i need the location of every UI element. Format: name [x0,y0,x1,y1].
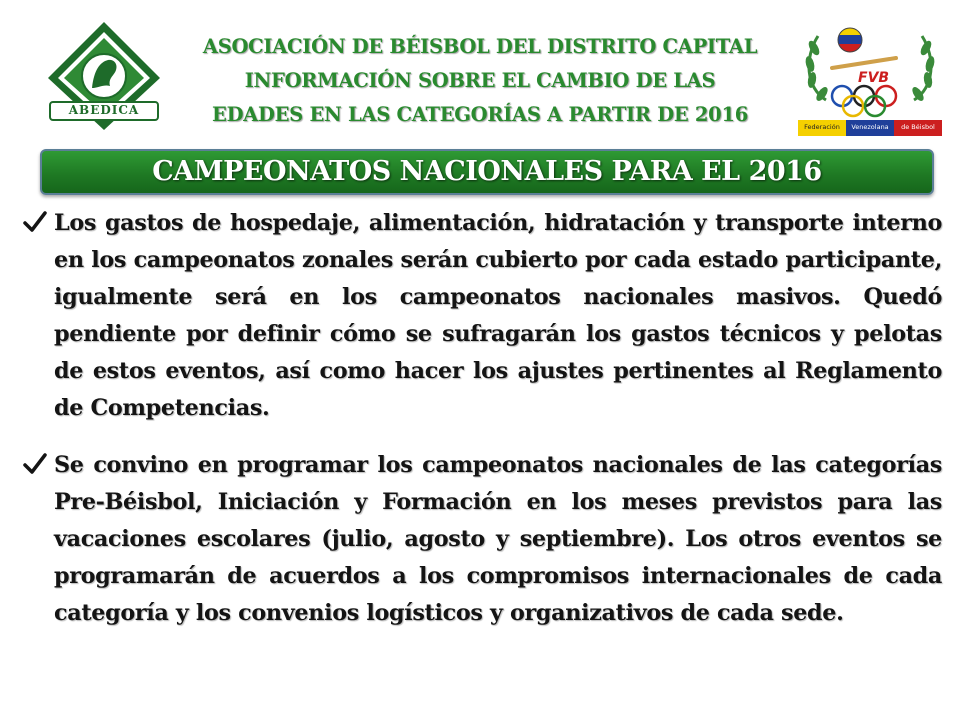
abedica-logo-text: ABEDICA [68,103,140,117]
bullet-text: Los gastos de hospedaje, alimentación, hidratación y transporte interno en los campeonatos zonales serán cubierto por cada estado participante, igualmente será en los campeonatos nacionales masivos. Quedó pendiente por definir cómo se sufragarán los gastos técnicos y pelotas de estos eventos, así como hacer los ajustes pertinentes al Reglamento de Competencias. [54,210,942,421]
section-banner: CAMPEONATOS NACIONALES PARA EL 2016 [40,149,934,195]
fvb-logo-text: FVB [858,70,890,86]
header-title [170,30,790,132]
bullet-list [18,205,942,652]
fvb-ribbon-word-2: Venezolana [851,123,889,131]
fvb-ribbon-word-1: Federación [804,123,840,131]
fvb-logo-icon [796,18,944,140]
header-line-3: EDADES EN LAS CATEGORÍAS A PARTIR DE 2016 [212,103,748,126]
list-item [18,205,942,427]
header-line-2: INFORMACIÓN SOBRE EL CAMBIO DE LAS [244,69,716,92]
checkmark-icon [22,451,48,477]
list-item [18,447,942,632]
abedica-logo-icon [44,18,164,133]
bullet-text: Se convino en programar los campeonatos nacionales de las categorías Pre-Béisbol, Iniciación y Formación en los meses previstos para las vacaciones escolares (julio, agosto y septiembre). Los otros eventos se programarán de acuerdos a los compromisos internacionales de cada categoría y los convenios logísticos y organizativos de cada sede. [54,452,942,626]
checkmark-icon [22,209,48,235]
header-line-1: ASOCIACIÓN DE BÉISBOL DEL DISTRITO CAPITAL [202,35,758,58]
fvb-ribbon-word-3: de Béisbol [901,123,935,131]
